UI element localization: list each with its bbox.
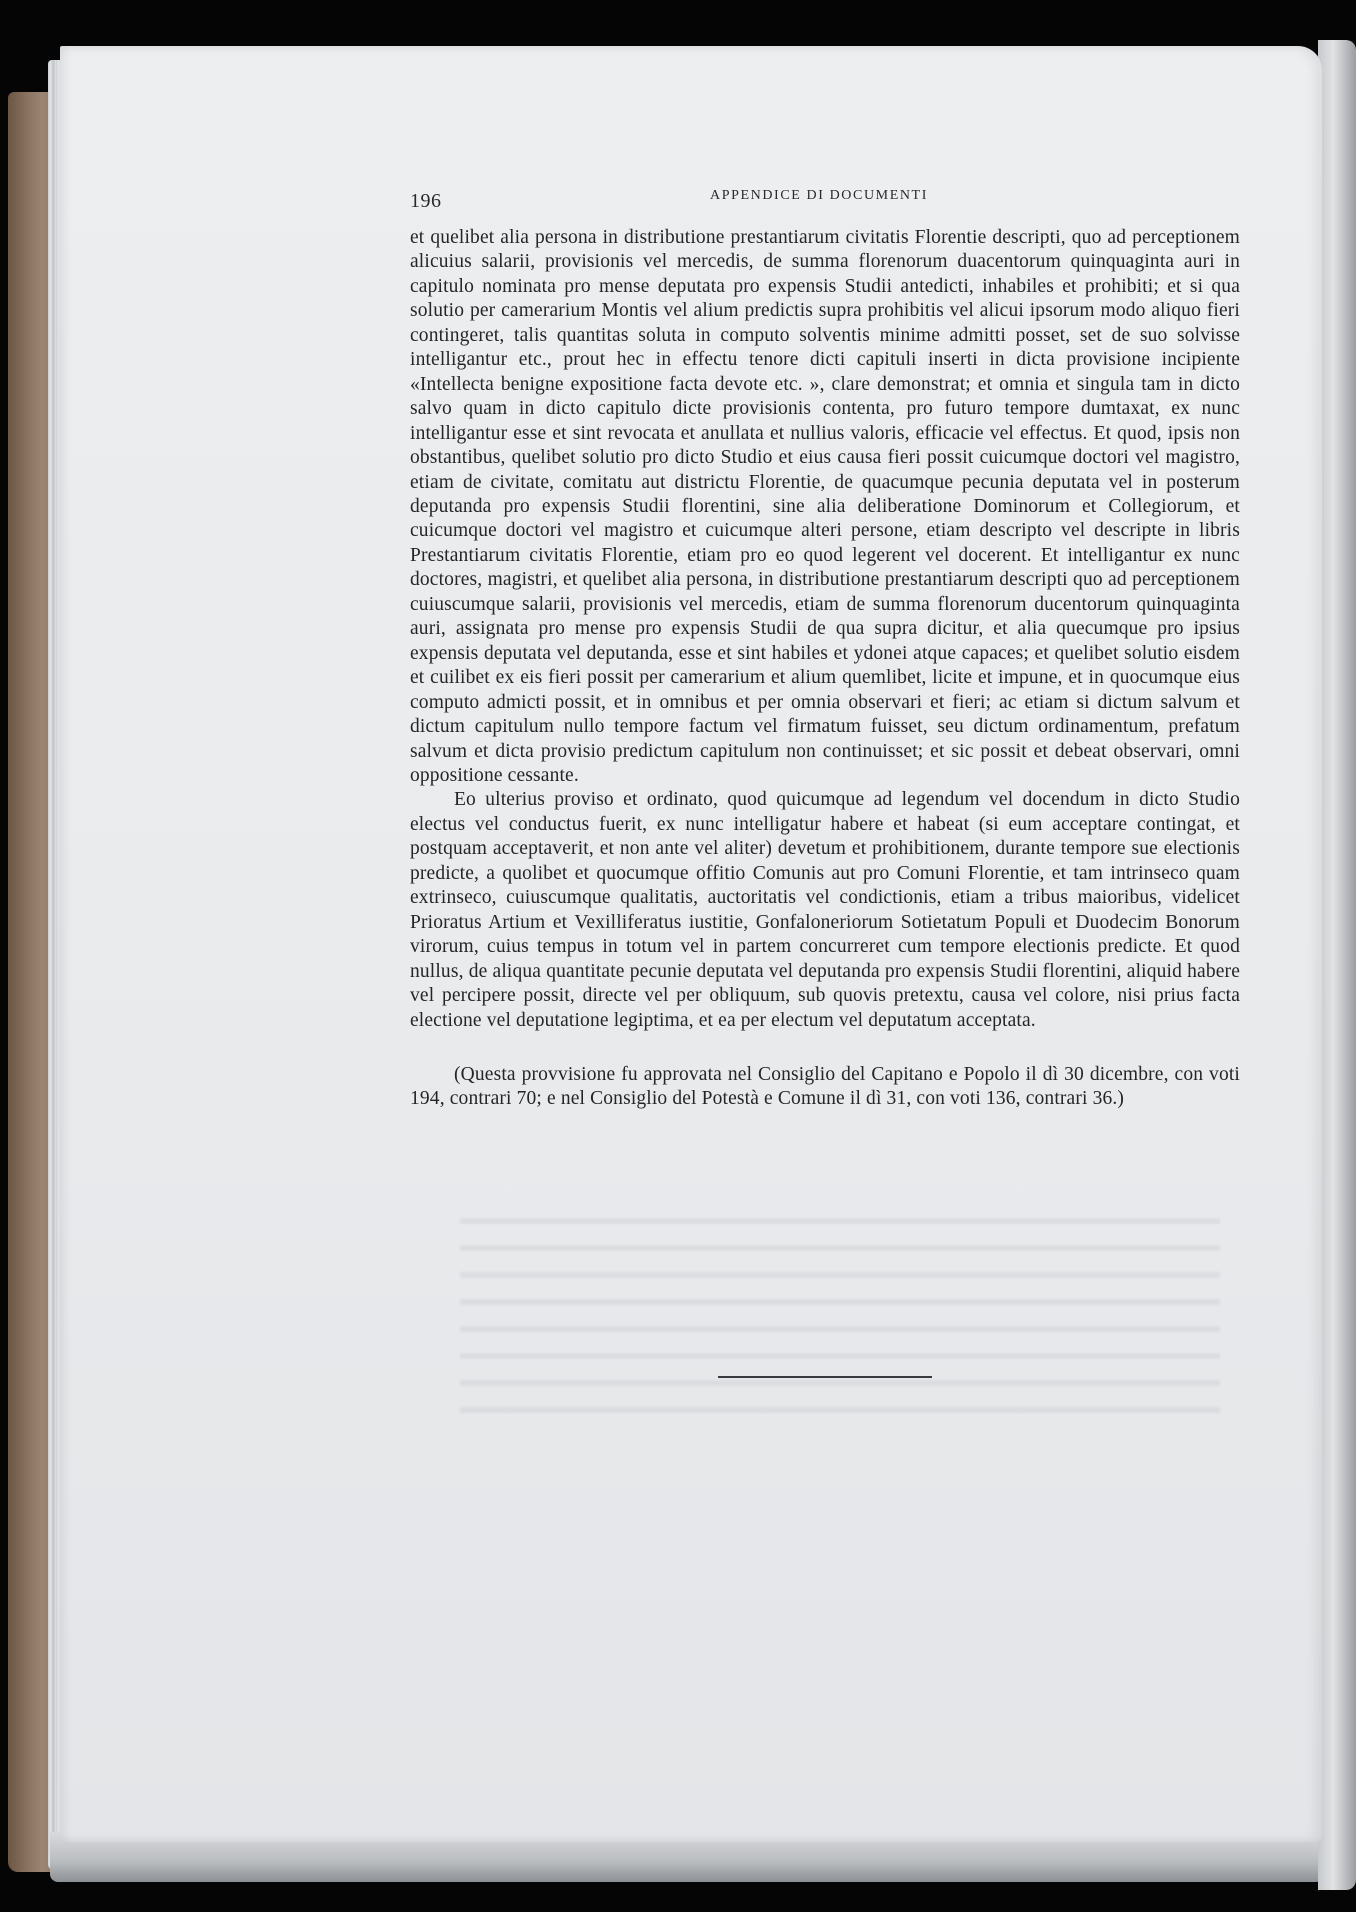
page-header <box>410 184 1242 224</box>
section-end-rule <box>718 1376 932 1378</box>
paragraph-continuation: et quelibet alia persona in distributione prestantiarum civitatis Florentie descripti, quo ad perceptionem alicuius salarii, provisionis vel mercedis, de summa florenorum duacentorum quinquaginta auri in capitulo nominata pro mense deputata pro expensis Studii antedicti, inhabiles et prohibiti; et si qua solutio per camerarium Montis vel alium predictis supra prohibitis vel alicui ipsorum modo aliquo fieri contingeret, talis quantitas soluta in computo solventis minime admitti posset, set de suo solvisse intelligantur etc., prout hec in effectu tenore dicti capituli inserti in dicta provisione incipiente «Intellecta benigne expositione facta devote etc. », clare demonstrat; et omnia et singula tam in dicto salvo quam in dicto capitulo dicte provisionis contenta, pro futuro tempore dumtaxat, ex nunc intelligantur esse et sint revocata et anullata et nullius valoris, efficacie vel effectus. Et quod, ipsis non obstantibus, quelibet solutio pro dicto Studio et eius causa fieri possit cuicumque doctori vel magistro, etiam de civitate, comitatu aut districtu Florentie, de quacumque pecunia deputata vel in posterum deputanda pro expensis Studii florentini, sine alia deliberatione Dominorum et Collegiorum, et cuicumque doctori vel magistro et cuicumque alteri persone, etiam descripto vel descripte in libris Prestantiarum civitatis Florentie, etiam pro eo quod legerent vel docerent. Et intelligantur ex nunc doctores, magistri, et quelibet alia persona, in distributione prestantiarum descripti quo ad perceptionem cuiuscumque salarii, provisionis vel mercedis, etiam de summa florenorum ducentorum quinquaginta auri, assignata pro mense pro expensis Studii de qua supra dicitur, et alia quecumque pro ipsius expensis deputata vel deputanda, esse et sint habiles et ydonei atque capaces; et quelibet solutio eisdem et cuilibet ex eis fieri possit per camerarium et alium quemlibet, licite et impune, et in quocumque eius computo admicti possit, et in omnibus et per omnia observari et fieri; ac etiam si dictum salvum et dictum capitulum nullo tempore factum vel firmatum fuisset, seu dictum ordinamentum, prefatum salvum et dicta provisio predictum capitulum non continuisset; et sic possit et debeat observari, omni oppositione cessante. <box>410 227 1240 786</box>
editorial-note: (Questa provvisione fu approvata nel Consiglio del Capitano e Popolo il dì 30 dicembre, con voti 194, contrari 70; e nel Consiglio del Potestà e Comune il dì 31, con voti 136, contrari 36.) <box>410 1063 1240 1110</box>
running-head: APPENDICE DI DOCUMENTI <box>710 188 928 203</box>
body-text <box>410 226 1240 1112</box>
verso-show-through <box>460 1204 1220 1422</box>
right-page-curl <box>1318 40 1356 1890</box>
paragraph-eo-ulterius: Eo ulterius proviso et ordinato, quod quicumque ad legendum vel docendum in dicto Studio electus vel conductus fuerit, ex nunc intelligatur habere et habeat (si eum acceptare contingat, et postquam acceptaverit, et non ante vel aliter) devetum et prohibitionem, durante tempore sue electionis predicte, a quolibet et quocumque offitio Comunis aut pro Comuni Florentie, et tam intrinseco quam extrinseco, cuiuscumque qualitatis, auctoritatis vel condictionis, etiam a tribus maioribus, videlicet Prioratus Artium et Vexilliferatus iustitie, Gonfaloneriorum Sotietatum Populi et Duodecim Bonorum virorum, cuius tempus in totum vel in partem concurreret cum tempore electionis predicte. Et quod nullus, de aliqua quantitate pecunie deputata vel deputanda pro expensis Studii florentini, aliquid habere vel percipere possit, directe vel per obliquum, sub quovis pretextu, causa vel colore, nisi prius facta electione vel deputatione legiptima, et ea per electum vel deputatum acceptata. <box>410 789 1240 1031</box>
page-number: 196 <box>410 190 442 212</box>
